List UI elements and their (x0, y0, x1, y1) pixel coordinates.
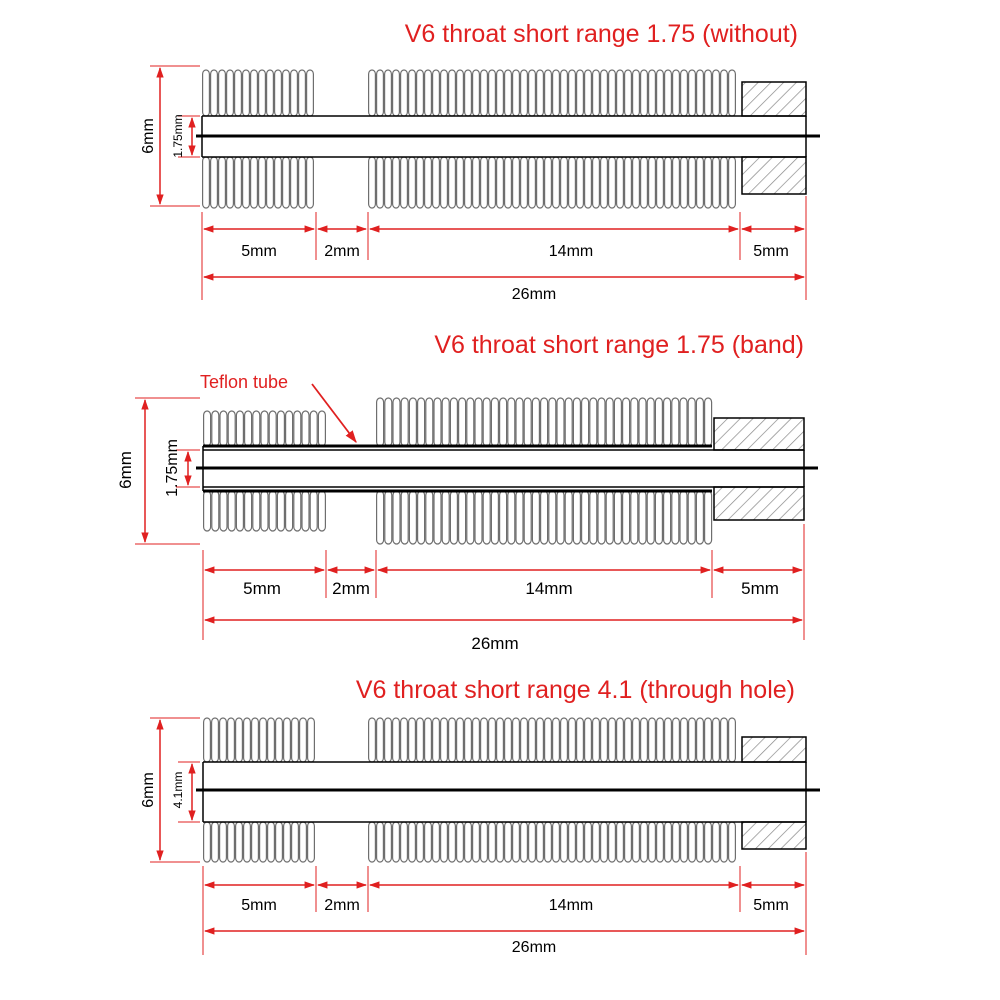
title-top: V6 throat short range 1.75 (without) (404, 20, 798, 48)
dim-seg4: 5mm (753, 897, 789, 914)
heatbreak-tip-bottom (742, 157, 806, 194)
dim-outer: 6mm (140, 772, 157, 808)
dim-seg4: 5mm (741, 579, 779, 598)
dim-bore: 1.75mm (164, 439, 181, 497)
dim-seg4: 5mm (753, 243, 789, 260)
heatbreak-tip-top (742, 82, 806, 116)
diagram-middle (116, 372, 818, 653)
thread-left-bottom (203, 157, 314, 208)
thread-left-top (203, 70, 314, 116)
dim-outer: 6mm (140, 118, 157, 154)
thread-main-top (369, 70, 736, 116)
thread-main-bottom (369, 822, 736, 862)
dim-seg1: 5mm (243, 579, 281, 598)
title-middle: V6 throat short range 1.75 (band) (434, 331, 804, 359)
dim-outer: 6mm (116, 451, 135, 489)
title-bottom: V6 throat short range 4.1 (through hole) (355, 676, 795, 704)
dim-total: 26mm (471, 634, 519, 653)
thread-left-bottom (204, 491, 326, 531)
dim-seg3: 14mm (548, 897, 594, 914)
thread-main-bottom (369, 157, 736, 208)
thread-left-top (204, 411, 326, 446)
dim-seg1: 5mm (241, 243, 277, 260)
dim-total: 26mm (511, 939, 557, 956)
dim-seg2: 2mm (324, 243, 360, 260)
dim-seg3: 14mm (525, 579, 573, 598)
thread-main-top (369, 718, 736, 762)
heatbreak-tip-top (714, 418, 804, 450)
thread-main-bottom (377, 491, 712, 544)
diagram-top (140, 66, 820, 303)
thread-main-top (377, 398, 712, 446)
dim-total: 26mm (511, 286, 557, 303)
heatbreak-tip-top (742, 737, 806, 762)
dim-bore: 4.1mm (171, 771, 185, 809)
thread-left-top (204, 718, 315, 762)
teflon-label: Teflon tube (200, 372, 289, 392)
diagram-bottom (140, 718, 820, 956)
dim-bore: 1.75mm (171, 114, 185, 158)
thread-left-bottom (204, 822, 315, 862)
dim-seg3: 14mm (548, 243, 594, 260)
dim-seg1: 5mm (241, 897, 277, 914)
heatbreak-tip-bottom (742, 822, 806, 849)
dim-seg2: 2mm (324, 897, 360, 914)
heatbreak-tip-bottom (714, 487, 804, 520)
dim-seg2: 2mm (332, 579, 370, 598)
